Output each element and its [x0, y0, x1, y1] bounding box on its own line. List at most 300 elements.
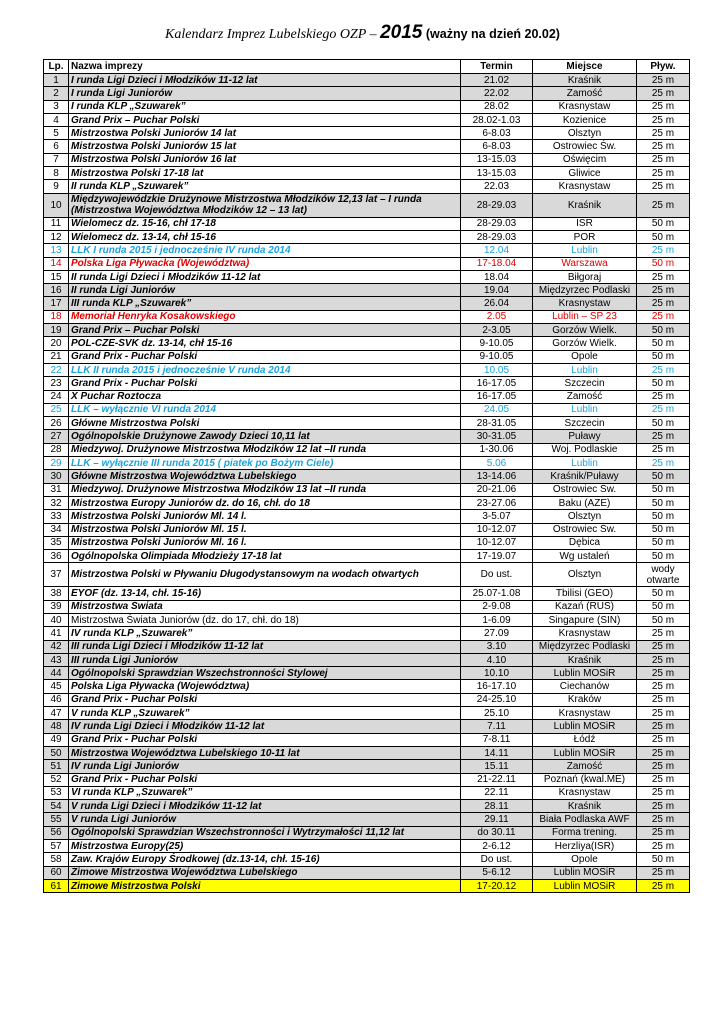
cell-plyw: 25 m [637, 640, 690, 653]
cell-name: IV runda KLP „Szuwarek” [69, 627, 461, 640]
cell-name: Ogólnopolskie Drużynowe Zawody Dzieci 10,11 lat [69, 430, 461, 443]
cell-lp: 58 [44, 853, 69, 866]
cell-lp: 5 [44, 127, 69, 140]
cell-name: V runda Ligi Juniorów [69, 813, 461, 826]
cell-name: EYOF (dz. 13-14, chł. 15-16) [69, 587, 461, 600]
table-row [44, 483, 690, 496]
cell-miejsce: Kraków [533, 693, 637, 706]
cell-name: Miedzywoj. Drużynowe Mistrzostwa Młodzików 13 lat –II runda [69, 483, 461, 496]
cell-lp: 34 [44, 523, 69, 536]
cell-lp: 47 [44, 707, 69, 720]
cell-plyw: 25 m [637, 720, 690, 733]
table-row [44, 457, 690, 470]
cell-miejsce: Opole [533, 350, 637, 363]
table-row [44, 390, 690, 403]
cell-termin: 28-31.05 [461, 417, 533, 430]
cell-plyw: 50 m [637, 550, 690, 563]
cell-miejsce: Lublin MOSiR [533, 667, 637, 680]
cell-miejsce: Ostrowiec Św. [533, 523, 637, 536]
cell-name: Mistrzostwa Polski Juniorów 15 lat [69, 140, 461, 153]
cell-termin: 6-8.03 [461, 140, 533, 153]
table-row [44, 180, 690, 193]
cell-termin: 27.09 [461, 627, 533, 640]
cell-plyw: 25 m [637, 826, 690, 839]
cell-miejsce: Puławy [533, 430, 637, 443]
table-row [44, 773, 690, 786]
cell-termin: 14.11 [461, 746, 533, 759]
cell-name: LLK II runda 2015 i jednocześnie V runda 2014 [69, 363, 461, 376]
cell-lp: 61 [44, 879, 69, 892]
title-suffix: (ważny na dzień 20.02) [425, 27, 560, 41]
title-prefix: Kalendarz Imprez Lubelskiego OZP – [165, 27, 377, 42]
cell-termin: 1-6.09 [461, 613, 533, 626]
cell-lp: 51 [44, 760, 69, 773]
cell-termin: 25.10 [461, 707, 533, 720]
cell-miejsce: Woj. Podlaskie [533, 443, 637, 456]
cell-miejsce: Szczecin [533, 417, 637, 430]
table-row [44, 257, 690, 270]
cell-miejsce: Zamość [533, 760, 637, 773]
cell-miejsce: Tbilisi (GEO) [533, 587, 637, 600]
cell-plyw: 50 m [637, 600, 690, 613]
cell-name: III runda KLP „Szuwarek” [69, 297, 461, 310]
cell-termin: 17-19.07 [461, 550, 533, 563]
table-row [44, 523, 690, 536]
cell-name: Mistrzostwa Polski Juniorów 16 lat [69, 153, 461, 166]
cell-plyw: 25 m [637, 113, 690, 126]
cell-termin: 28.02-1.03 [461, 113, 533, 126]
cell-lp: 36 [44, 550, 69, 563]
cell-plyw: 25 m [637, 153, 690, 166]
cell-lp: 39 [44, 600, 69, 613]
header-miejsce: Miejsce [533, 60, 637, 74]
cell-plyw: 25 m [637, 653, 690, 666]
table-row [44, 600, 690, 613]
cell-termin: 22.03 [461, 180, 533, 193]
cell-lp: 43 [44, 653, 69, 666]
cell-miejsce: ISR [533, 217, 637, 230]
table-row [44, 693, 690, 706]
cell-lp: 27 [44, 430, 69, 443]
cell-termin: 16-17.05 [461, 390, 533, 403]
cell-plyw: 25 m [637, 786, 690, 799]
cell-lp: 14 [44, 257, 69, 270]
cell-name: II runda Ligi Dzieci i Młodzików 11-12 lat [69, 270, 461, 283]
cell-miejsce: Olsztyn [533, 510, 637, 523]
cell-termin: 19.04 [461, 284, 533, 297]
table-row [44, 403, 690, 416]
cell-name: Grand Prix - Puchar Polski [69, 350, 461, 363]
cell-miejsce: Krasnystaw [533, 180, 637, 193]
cell-miejsce: Kraśnik [533, 193, 637, 217]
cell-miejsce: Kraśnik [533, 74, 637, 87]
cell-lp: 13 [44, 244, 69, 257]
cell-lp: 4 [44, 113, 69, 126]
cell-lp: 60 [44, 866, 69, 879]
cell-miejsce: Lublin [533, 403, 637, 416]
table-row [44, 733, 690, 746]
cell-miejsce: Wg ustaleń [533, 550, 637, 563]
table-row [44, 377, 690, 390]
cell-plyw: 25 m [637, 244, 690, 257]
cell-lp: 45 [44, 680, 69, 693]
cell-miejsce: Kozienice [533, 113, 637, 126]
cell-termin: 21-22.11 [461, 773, 533, 786]
cell-termin: 10.10 [461, 667, 533, 680]
cell-miejsce: Krasnystaw [533, 297, 637, 310]
cell-name: Polska Liga Pływacka (Województwa) [69, 680, 461, 693]
table-row [44, 284, 690, 297]
cell-termin: 22.02 [461, 87, 533, 100]
cell-termin: 7.11 [461, 720, 533, 733]
cell-miejsce: Lublin – SP 23 [533, 310, 637, 323]
cell-termin: 28.02 [461, 100, 533, 113]
cell-plyw: 25 m [637, 297, 690, 310]
cell-plyw: 25 m [637, 443, 690, 456]
table-row [44, 74, 690, 87]
cell-plyw: 50 m [637, 510, 690, 523]
cell-name: Wielomecz dz. 13-14, chł 15-16 [69, 230, 461, 243]
cell-termin: 17-20.12 [461, 879, 533, 892]
cell-lp: 44 [44, 667, 69, 680]
cell-name: Mistrzostwa Świata Juniorów (dz. do 17, chł. do 18) [69, 613, 461, 626]
title-year: 2015 [380, 22, 423, 43]
cell-name: Ogólnopolski Sprawdzian Wszechstronności i Wytrzymałości 11,12 lat [69, 826, 461, 839]
table-row [44, 193, 690, 217]
table-row [44, 127, 690, 140]
cell-termin: 24.05 [461, 403, 533, 416]
table-row [44, 707, 690, 720]
cell-name: Mistrzostwa Europy(25) [69, 840, 461, 853]
cell-plyw: 50 m [637, 377, 690, 390]
cell-plyw: 25 m [637, 403, 690, 416]
cell-lp: 32 [44, 496, 69, 509]
table-row [44, 363, 690, 376]
cell-name: Zimowe Mistrzostwa Polski [69, 879, 461, 892]
cell-termin: 24-25.10 [461, 693, 533, 706]
cell-lp: 9 [44, 180, 69, 193]
cell-plyw: 25 m [637, 193, 690, 217]
cell-termin: 6-8.03 [461, 127, 533, 140]
cell-plyw: 50 m [637, 230, 690, 243]
table-row [44, 510, 690, 523]
cell-name: I runda Ligi Juniorów [69, 87, 461, 100]
cell-name: Polska Liga Pływacka (Województwa) [69, 257, 461, 270]
cell-lp: 6 [44, 140, 69, 153]
document-title [0, 22, 725, 44]
cell-miejsce: Ostrowiec Św. [533, 140, 637, 153]
cell-termin: 28-29.03 [461, 193, 533, 217]
cell-name: Grand Prix - Puchar Polski [69, 773, 461, 786]
cell-lp: 17 [44, 297, 69, 310]
cell-lp: 29 [44, 457, 69, 470]
cell-miejsce: Lublin [533, 244, 637, 257]
cell-termin: 10.05 [461, 363, 533, 376]
cell-lp: 20 [44, 337, 69, 350]
cell-lp: 1 [44, 74, 69, 87]
cell-termin: 25.07-1.08 [461, 587, 533, 600]
cell-termin: 23-27.06 [461, 496, 533, 509]
table-row [44, 430, 690, 443]
table-row [44, 640, 690, 653]
cell-name: Grand Prix – Puchar Polski [69, 113, 461, 126]
cell-name: Zaw. Krajów Europy Środkowej (dz.13-14, chł. 15-16) [69, 853, 461, 866]
cell-miejsce: Gliwice [533, 167, 637, 180]
cell-name: Mistrzostwa Europy Juniorów dz. do 16, chł. do 18 [69, 496, 461, 509]
cell-termin: 4.10 [461, 653, 533, 666]
table-row [44, 853, 690, 866]
cell-miejsce: Krasnystaw [533, 100, 637, 113]
table-row [44, 800, 690, 813]
table-row [44, 87, 690, 100]
cell-plyw: 25 m [637, 680, 690, 693]
cell-lp: 46 [44, 693, 69, 706]
cell-plyw: 50 m [637, 536, 690, 549]
cell-termin: 29.11 [461, 813, 533, 826]
cell-miejsce: Olsztyn [533, 127, 637, 140]
cell-termin: Do ust. [461, 853, 533, 866]
cell-lp: 48 [44, 720, 69, 733]
cell-termin: 1-30.06 [461, 443, 533, 456]
table-row [44, 496, 690, 509]
cell-name: Mistrzostwa Województwa Lubelskiego 10-11 lat [69, 746, 461, 759]
cell-lp: 55 [44, 813, 69, 826]
cell-plyw: 50 m [637, 853, 690, 866]
cell-termin: 20-21.06 [461, 483, 533, 496]
cell-plyw: 25 m [637, 167, 690, 180]
cell-plyw: 50 m [637, 613, 690, 626]
cell-lp: 15 [44, 270, 69, 283]
table-row [44, 840, 690, 853]
cell-termin: 28.11 [461, 800, 533, 813]
cell-lp: 33 [44, 510, 69, 523]
cell-name: Wielomecz dz. 15-16, chł 17-18 [69, 217, 461, 230]
cell-name: Główne Mistrzostwa Województwa Lubelskiego [69, 470, 461, 483]
table-row [44, 536, 690, 549]
cell-name: LLK – wyłącznie III runda 2015 ( piatek po Bożym Ciele) [69, 457, 461, 470]
header-termin: Termin [461, 60, 533, 74]
cell-plyw: 25 m [637, 270, 690, 283]
table-row [44, 653, 690, 666]
cell-name: Zimowe Mistrzostwa Województwa Lubelskiego [69, 866, 461, 879]
cell-miejsce: Biłgoraj [533, 270, 637, 283]
cell-lp: 42 [44, 640, 69, 653]
cell-plyw: 50 m [637, 470, 690, 483]
cell-miejsce: Opole [533, 853, 637, 866]
table-row [44, 813, 690, 826]
cell-termin: 2-3.05 [461, 324, 533, 337]
header-plyw: Pływ. [637, 60, 690, 74]
table-row [44, 100, 690, 113]
cell-termin: Do ust. [461, 563, 533, 587]
table-row [44, 443, 690, 456]
cell-miejsce: Olsztyn [533, 563, 637, 587]
cell-plyw: 25 m [637, 430, 690, 443]
table-row [44, 680, 690, 693]
cell-name: I runda KLP „Szuwarek” [69, 100, 461, 113]
cell-plyw: 25 m [637, 74, 690, 87]
table-row [44, 417, 690, 430]
cell-plyw: 25 m [637, 733, 690, 746]
cell-lp: 30 [44, 470, 69, 483]
cell-miejsce: Międzyrzec Podlaski [533, 284, 637, 297]
cell-termin: 28-29.03 [461, 230, 533, 243]
cell-plyw: 25 m [637, 760, 690, 773]
cell-miejsce: Kraśnik [533, 653, 637, 666]
cell-lp: 24 [44, 390, 69, 403]
cell-miejsce: Szczecin [533, 377, 637, 390]
cell-plyw: 25 m [637, 667, 690, 680]
cell-miejsce: Lublin [533, 457, 637, 470]
header-lp: Lp. [44, 60, 69, 74]
cell-termin: 5-6.12 [461, 866, 533, 879]
cell-name: Grand Prix – Puchar Polski [69, 324, 461, 337]
cell-miejsce: Singapure (SIN) [533, 613, 637, 626]
cell-lp: 40 [44, 613, 69, 626]
cell-lp: 54 [44, 800, 69, 813]
table-row [44, 337, 690, 350]
table-row [44, 153, 690, 166]
cell-miejsce: Herzliya(ISR) [533, 840, 637, 853]
cell-miejsce: Ostrowiec Św. [533, 483, 637, 496]
cell-plyw: 50 m [637, 217, 690, 230]
cell-plyw: 25 m [637, 879, 690, 892]
cell-termin: 16-17.05 [461, 377, 533, 390]
cell-miejsce: Lublin [533, 363, 637, 376]
cell-name: V runda KLP „Szuwarek” [69, 707, 461, 720]
cell-plyw: 25 m [637, 180, 690, 193]
cell-plyw: 25 m [637, 693, 690, 706]
cell-plyw: 25 m [637, 127, 690, 140]
cell-lp: 22 [44, 363, 69, 376]
cell-name: II runda KLP „Szuwarek” [69, 180, 461, 193]
table-row [44, 866, 690, 879]
cell-termin: 5.06 [461, 457, 533, 470]
cell-plyw: 25 m [637, 100, 690, 113]
cell-name: Mistrzostwa Polski 17-18 lat [69, 167, 461, 180]
cell-lp: 8 [44, 167, 69, 180]
cell-lp: 21 [44, 350, 69, 363]
cell-name: Międzywojewódzkie Drużynowe Mistrzostwa Młodzików 12,13 lat – I runda (Mistrzostwa Województwa Młodzików 12 – 13 lat) [69, 193, 461, 217]
cell-name: III runda Ligi Dzieci i Młodzików 11-12 lat [69, 640, 461, 653]
cell-plyw: 25 m [637, 363, 690, 376]
cell-lp: 49 [44, 733, 69, 746]
table-row [44, 217, 690, 230]
cell-plyw: 50 m [637, 523, 690, 536]
cell-termin: 7-8.11 [461, 733, 533, 746]
cell-termin: 9-10.05 [461, 337, 533, 350]
cell-miejsce: Kraśnik/Puławy [533, 470, 637, 483]
cell-miejsce: Lublin MOSiR [533, 879, 637, 892]
table-row [44, 550, 690, 563]
table-row [44, 167, 690, 180]
cell-name: II runda Ligi Juniorów [69, 284, 461, 297]
table-row [44, 297, 690, 310]
cell-lp: 18 [44, 310, 69, 323]
cell-miejsce: Oświęcim [533, 153, 637, 166]
cell-miejsce: Krasnystaw [533, 627, 637, 640]
table-row [44, 270, 690, 283]
cell-name: Główne Mistrzostwa Polski [69, 417, 461, 430]
table-row [44, 826, 690, 839]
cell-termin: 2-6.12 [461, 840, 533, 853]
cell-lp: 41 [44, 627, 69, 640]
cell-lp: 11 [44, 217, 69, 230]
cell-name: Mistrzostwa Polski Juniorów Ml. 16 l. [69, 536, 461, 549]
cell-termin: 13-15.03 [461, 167, 533, 180]
cell-miejsce: Dębica [533, 536, 637, 549]
cell-lp: 37 [44, 563, 69, 587]
cell-lp: 19 [44, 324, 69, 337]
cell-miejsce: Baku (AZE) [533, 496, 637, 509]
cell-plyw: 25 m [637, 140, 690, 153]
cell-miejsce: Gorzów Wielk. [533, 337, 637, 350]
cell-miejsce: Zamość [533, 87, 637, 100]
cell-name: V runda Ligi Dzieci i Młodzików 11-12 lat [69, 800, 461, 813]
cell-lp: 53 [44, 786, 69, 799]
cell-termin: 2-9.08 [461, 600, 533, 613]
cell-name: Mistrzostwa Polski Juniorów 14 lat [69, 127, 461, 140]
cell-name: Memoriał Henryka Kosakowskiego [69, 310, 461, 323]
cell-termin: 2.05 [461, 310, 533, 323]
table-row [44, 627, 690, 640]
table-row [44, 113, 690, 126]
header-name: Nazwa imprezy [69, 60, 461, 74]
table-row [44, 470, 690, 483]
cell-termin: 10-12.07 [461, 536, 533, 549]
table-row [44, 230, 690, 243]
cell-name: Grand Prix - Puchar Polski [69, 377, 461, 390]
cell-plyw: 25 m [637, 813, 690, 826]
cell-miejsce: Krasnystaw [533, 786, 637, 799]
cell-plyw: 50 m [637, 417, 690, 430]
cell-termin: 22.11 [461, 786, 533, 799]
cell-plyw: 25 m [637, 840, 690, 853]
cell-lp: 16 [44, 284, 69, 297]
cell-plyw: 25 m [637, 390, 690, 403]
table-row [44, 746, 690, 759]
cell-termin: 21.02 [461, 74, 533, 87]
cell-name: VI runda KLP „Szuwarek” [69, 786, 461, 799]
cell-lp: 7 [44, 153, 69, 166]
cell-plyw: 50 m [637, 483, 690, 496]
cell-termin: 3.10 [461, 640, 533, 653]
table-row [44, 350, 690, 363]
table-body [44, 74, 690, 893]
cell-name: Miedzywoj. Drużynowe Mistrzostwa Młodzików 12 lat –II runda [69, 443, 461, 456]
cell-termin: 12.04 [461, 244, 533, 257]
cell-plyw: 25 m [637, 773, 690, 786]
cell-lp: 2 [44, 87, 69, 100]
table-row [44, 667, 690, 680]
cell-miejsce: Międzyrzec Podlaski [533, 640, 637, 653]
cell-miejsce: Krasnystaw [533, 707, 637, 720]
cell-name: LLK – wyłącznie VI runda 2014 [69, 403, 461, 416]
cell-lp: 31 [44, 483, 69, 496]
cell-plyw: 50 m [637, 337, 690, 350]
cell-name: LLK I runda 2015 i jednocześnie IV runda 2014 [69, 244, 461, 257]
cell-lp: 10 [44, 193, 69, 217]
cell-lp: 12 [44, 230, 69, 243]
cell-miejsce: Biała Podlaska AWF [533, 813, 637, 826]
table-row [44, 786, 690, 799]
cell-plyw: wody otwarte [637, 563, 690, 587]
table-row [44, 720, 690, 733]
cell-miejsce: Warszawa [533, 257, 637, 270]
cell-termin: 9-10.05 [461, 350, 533, 363]
cell-name: Ogólnopolska Olimpiada Młodzieży 17-18 lat [69, 550, 461, 563]
events-table [43, 59, 690, 893]
